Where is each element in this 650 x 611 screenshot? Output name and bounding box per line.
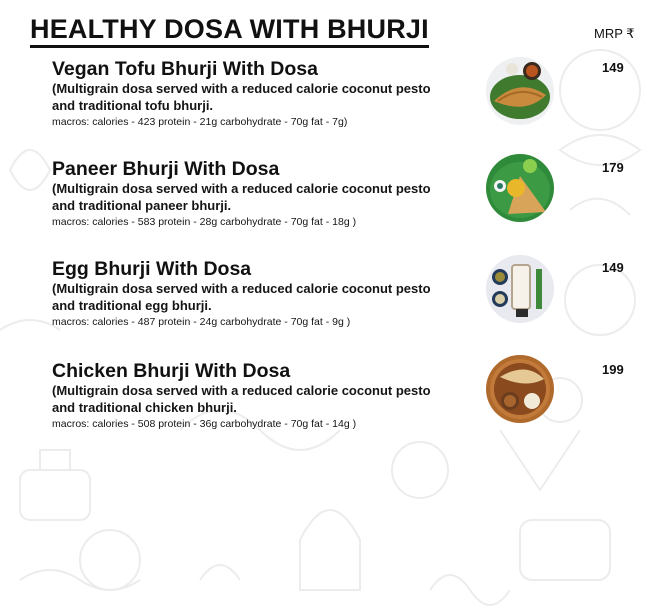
item-price: 149 <box>602 260 624 275</box>
price-column-header: MRP ₹ <box>594 26 635 41</box>
dosa-plate-icon <box>486 57 554 125</box>
dosa-plate-icon <box>486 154 554 222</box>
item-price: 149 <box>602 60 624 75</box>
menu-item[interactable] <box>52 58 632 148</box>
item-name: Egg Bhurji With Dosa <box>52 258 252 280</box>
item-description: (Multigrain dosa served with a reduced calorie coconut pesto and traditional chicken bhurji. <box>52 383 431 415</box>
item-price: 179 <box>602 160 624 175</box>
menu-item[interactable] <box>52 158 632 248</box>
menu-title: HEALTHY DOSA WITH BHURJI <box>30 14 429 48</box>
item-name: Paneer Bhurji With Dosa <box>52 158 280 180</box>
menu-item[interactable] <box>52 258 632 348</box>
item-price: 199 <box>602 362 624 377</box>
dosa-plate-icon <box>486 355 554 423</box>
dosa-plate-icon <box>486 255 554 323</box>
item-description: (Multigrain dosa served with a reduced calorie coconut pesto and traditional egg bhurji. <box>52 281 431 313</box>
item-name: Vegan Tofu Bhurji With Dosa <box>52 58 318 80</box>
item-description: (Multigrain dosa served with a reduced calorie coconut pesto and traditional tofu bhurji. <box>52 81 431 113</box>
item-macros: macros: calories - 423 protein - 21g carbohydrate - 70g fat - 7g) <box>52 116 348 128</box>
item-macros: macros: calories - 487 protein - 24g carbohydrate - 70g fat - 9g ) <box>52 316 351 328</box>
item-description: (Multigrain dosa served with a reduced calorie coconut pesto and traditional paneer bhurji. <box>52 181 431 213</box>
item-name: Chicken Bhurji With Dosa <box>52 360 291 382</box>
menu-item[interactable] <box>52 360 632 450</box>
item-macros: macros: calories - 508 protein - 36g carbohydrate - 70g fat - 14g ) <box>52 418 357 430</box>
item-macros: macros: calories - 583 protein - 28g carbohydrate - 70g fat - 18g ) <box>52 216 357 228</box>
